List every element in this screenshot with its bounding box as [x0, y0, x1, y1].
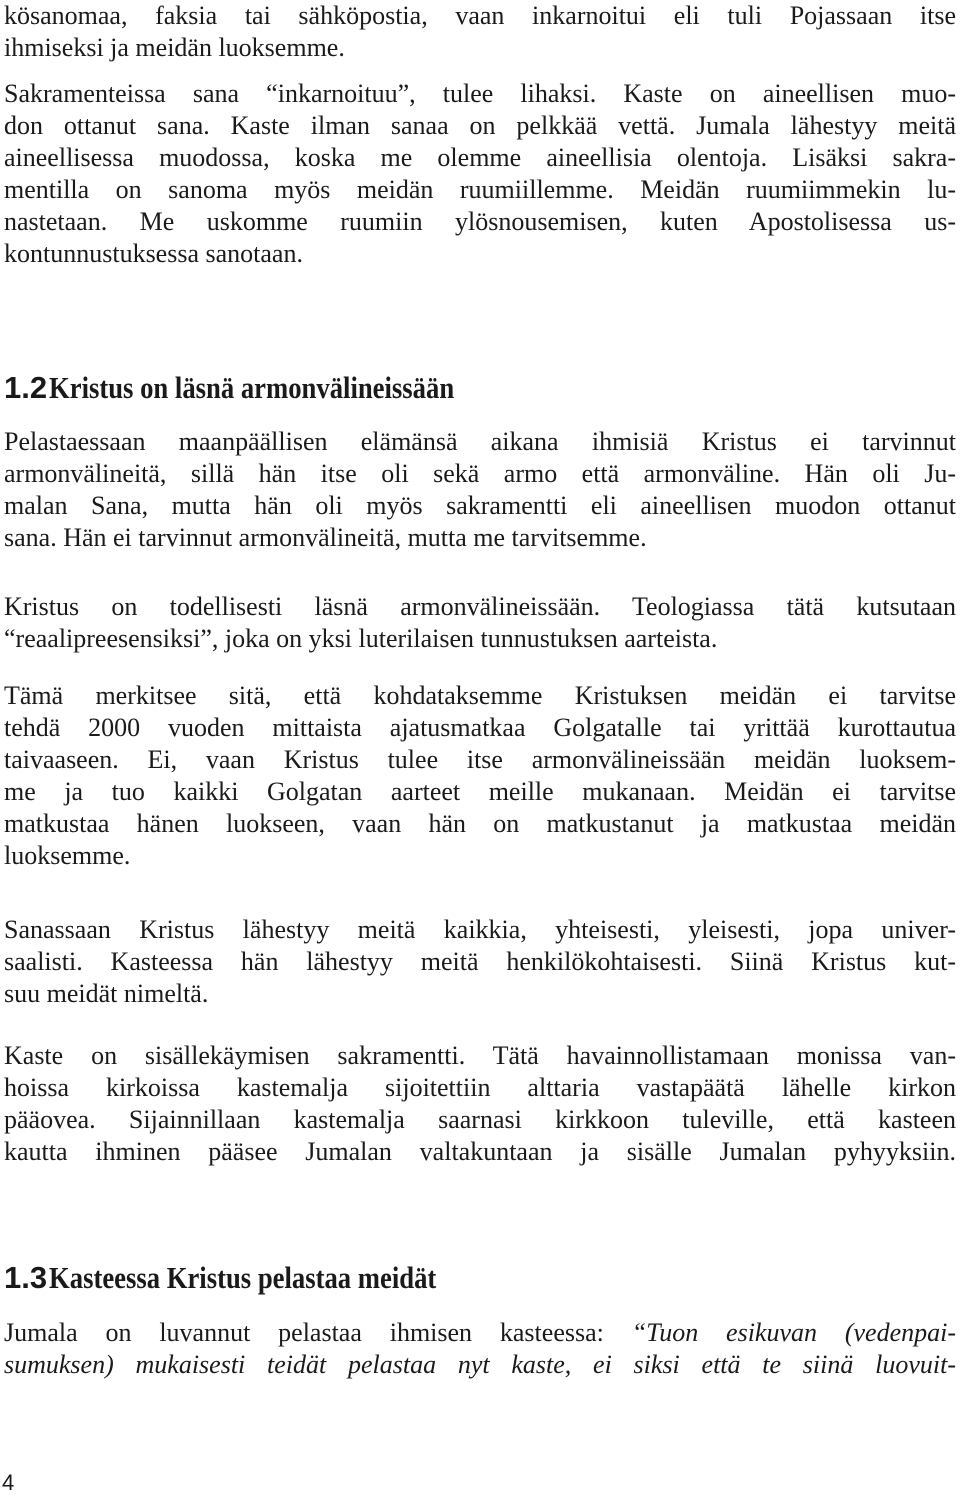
text-line: suu meidät nimeltä. [4, 979, 209, 1008]
text-line: me ja tuo kaikki Golgatan aarteet meille mukanaan. Meidän ei tarvitse [4, 777, 956, 806]
text-line: tehdä 2000 vuoden mittaista ajatusmatkaa Golgatalle tai yrittää kurottautua [4, 713, 956, 742]
section-number: 1.3 [4, 1260, 48, 1295]
text-line: kösanomaa, faksia tai sähköpostia, vaan inkarnoitui eli tuli Pojassaan itse [4, 1, 956, 30]
text-line: ihmiseksi ja meidän luoksemme. [4, 33, 345, 62]
text-line: Kaste on sisällekäymisen sakramentti. Tätä havainnollistamaan monissa van- [4, 1041, 956, 1070]
text-line: luoksemme. [4, 841, 131, 870]
text-line [4, 1317, 956, 1349]
intro-paragraph [4, 0, 956, 64]
paragraph-jumala [4, 1317, 956, 1381]
section-number: 1.2 [4, 370, 48, 405]
text-line-italic: sumuksen) mukaisesti teidät pelastaa nyt kaste, ei siksi että te siinä luovuit- [4, 1350, 956, 1379]
text-line: “reaalipreesensiksi”, joka on yksi luterilaisen tunnustuksen aarteista. [4, 624, 718, 653]
section-heading-1-3 [4, 1258, 499, 1298]
text-line: Sakramenteissa sana “inkarnoituu”, tulee lihaksi. Kaste on aineellisen muo- [4, 79, 956, 108]
page-number: 4 [2, 1470, 15, 1495]
paragraph-sanassaan [4, 914, 956, 1010]
text-line: aineellisessa muodossa, koska me olemme aineellisia olentoja. Lisäksi sakra- [4, 143, 956, 172]
section-heading-1-2 [4, 368, 520, 408]
text-line: saalisti. Kasteessa hän lähestyy meitä henkilökohtaisesti. Siinä Kristus kut- [4, 947, 956, 976]
text-line: don ottanut sana. Kaste ilman sanaa on pelkkää vettä. Jumala lähestyy meitä [4, 111, 956, 140]
text-line: matkustaa hänen luokseen, vaan hän on matkustanut ja matkustaa meidän [4, 809, 956, 838]
text-line: Pelastaessaan maanpäällisen elämänsä aikana ihmisiä Kristus ei tarvinnut [4, 427, 956, 456]
text-line: mentilla on sanoma myös meidän ruumiillemme. Meidän ruumiimmekin lu- [4, 175, 956, 204]
text-line: Kristus on todellisesti läsnä armonvälineissään. Teologiassa tätä kutsutaan [4, 592, 956, 621]
paragraph-tama [4, 680, 956, 872]
quote-italic: “Tuon esikuvan (vedenpai- [631, 1318, 956, 1347]
text-line: nastetaan. Me uskomme ruumiin ylösnousemisen, kuten Apostolisessa us- [4, 207, 956, 236]
paragraph-pelastaessaan [4, 426, 956, 554]
text-line: pääovea. Sijainnillaan kastemalja saarnasi kirkkoon tuleville, että kasteen [4, 1105, 956, 1134]
text-line: sana. Hän ei tarvinnut armonvälineitä, mutta me tarvitsemme. [4, 523, 647, 552]
section-title: Kasteessa Kristus pelastaa meidät [48, 1260, 437, 1295]
paragraph-sakramentit [4, 78, 956, 270]
text-line: kautta ihminen pääsee Jumalan valtakuntaan ja sisälle Jumalan pyhyyksiin. [4, 1137, 956, 1166]
text-line: kontunnustuksessa sanotaan. [4, 239, 303, 268]
text-line: Tämä merkitsee sitä, että kohdataksemme Kristuksen meidän ei tarvitse [4, 681, 956, 710]
text-line: armonvälineitä, sillä hän itse oli sekä armo että armonväline. Hän oli Ju- [4, 459, 956, 488]
paragraph-kaste [4, 1040, 956, 1168]
text-line: Sanassaan Kristus lähestyy meitä kaikkia, yhteisesti, yleisesti, jopa univer- [4, 915, 956, 944]
text-line: malan Sana, mutta hän oli myös sakramentti eli aineellisen muodon ottanut [4, 491, 956, 520]
section-title: Kristus on läsnä armonvälineissään [48, 370, 455, 405]
text-line: hoissa kirkoissa kastemalja sijoitettiin alttaria vastapäätä lähelle kirkon [4, 1073, 956, 1102]
paragraph-kristus [4, 591, 956, 655]
text-line: taivaaseen. Ei, vaan Kristus tulee itse armonvälineissään meidän luoksem- [4, 745, 956, 774]
text-plain: Jumala on luvannut pelastaa ihmisen kasteessa: [4, 1318, 632, 1347]
